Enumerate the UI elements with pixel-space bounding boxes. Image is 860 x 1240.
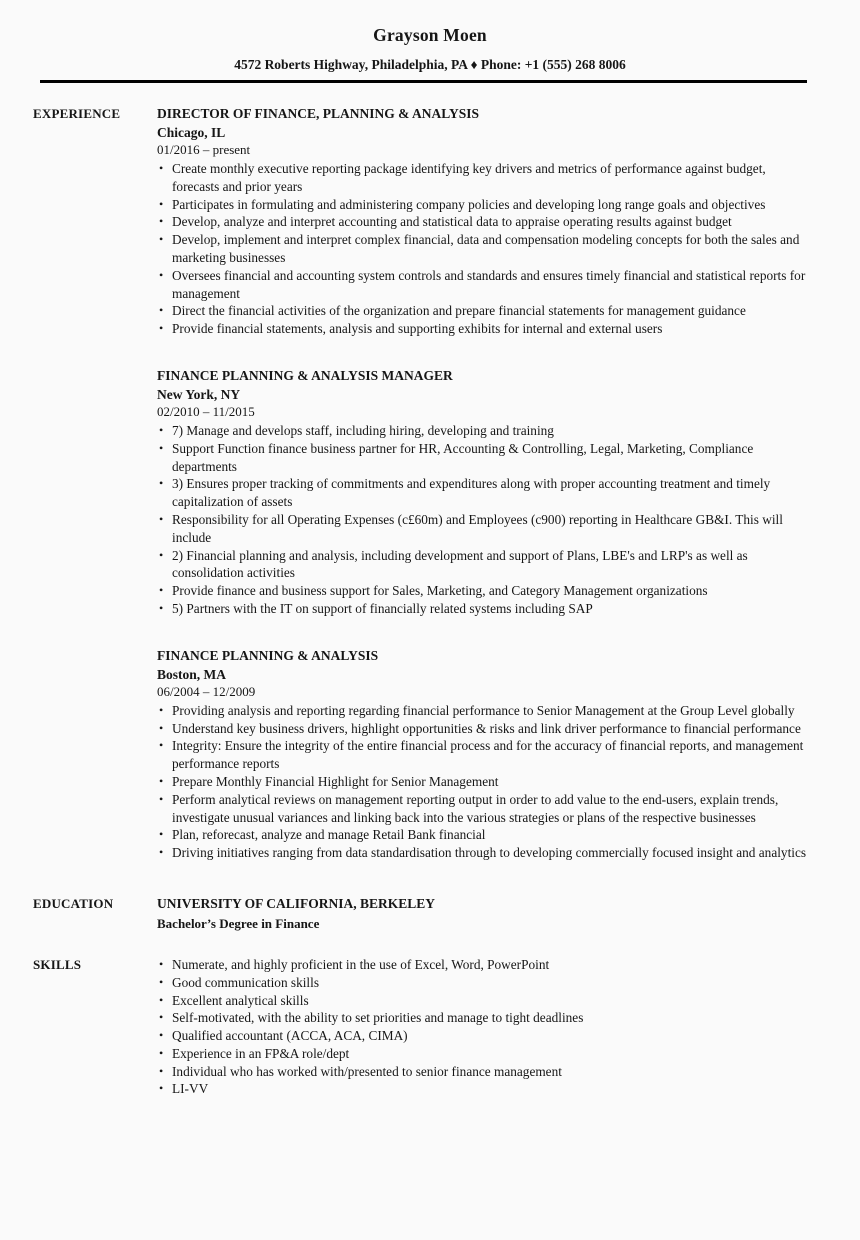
job-dates: 02/2010 – 11/2015	[157, 403, 255, 419]
bullet-item: • 3) Ensures proper tracking of commitments and expenditures along with proper accounting treatment and timely capitalization of assets	[157, 475, 807, 511]
candidate-name: Grayson Moen	[373, 25, 487, 45]
header-divider	[40, 80, 807, 83]
bullet-item: • Provide financial statements, analysis and supporting exhibits for internal and external users	[157, 320, 807, 338]
job-dates: 06/2004 – 12/2009	[157, 683, 256, 699]
bullet-item: • Oversees financial and accounting system controls and standards and ensures timely financial and statistical reports for management	[157, 267, 807, 303]
skill-item: • Experience in an FP&A role/dept	[157, 1045, 807, 1063]
job-entry-1	[157, 105, 807, 338]
education-content	[157, 895, 807, 932]
bullet-item: • Provide finance and business support for Sales, Marketing, and Category Management organizations	[157, 582, 807, 600]
education-section	[0, 895, 860, 932]
bullet-item: • Create monthly executive reporting package identifying key drivers and metrics of performance against budget, forecasts and prior years	[157, 160, 807, 196]
bullet-item: • Participates in formulating and administering company policies and developing long range goals and objectives	[157, 196, 807, 214]
skill-item: • LI-VV	[157, 1080, 807, 1098]
bullet-item: • Understand key business drivers, highlight opportunities & risks and link driver performance to financial performance	[157, 720, 807, 738]
bullet-item: • 7) Manage and develops staff, including hiring, developing and training	[157, 422, 807, 440]
bullet-item: • Integrity: Ensure the integrity of the entire financial process and for the accuracy of financial reports, and management performance reports	[157, 737, 807, 773]
skill-item: • Qualified accountant (ACCA, ACA, CIMA)	[157, 1027, 807, 1045]
job-bullet-list	[157, 702, 807, 862]
bullet-item: • Develop, analyze and interpret accounting and statistical data to appraise operating results against budget	[157, 213, 807, 231]
skill-item: • Excellent analytical skills	[157, 992, 807, 1010]
skill-item: • Good communication skills	[157, 974, 807, 992]
contact-line: 4572 Roberts Highway, Philadelphia, PA ♦ Phone: +1 (555) 268 8006	[234, 57, 626, 72]
job-title: DIRECTOR OF FINANCE, PLANNING & ANALYSIS	[157, 106, 480, 121]
section-label-experience: EXPERIENCE	[33, 106, 121, 121]
job-location: Boston, MA	[157, 666, 227, 682]
job-location: Chicago, IL	[157, 125, 226, 140]
bullet-item: • Responsibility for all Operating Expenses (c£60m) and Employees (c900) reporting in Healthcare GB&I. This will include	[157, 511, 807, 547]
bullet-item: • Direct the financial activities of the organization and prepare financial statements for management guidance	[157, 302, 807, 320]
skill-item: • Numerate, and highly proficient in the use of Excel, Word, PowerPoint	[157, 956, 807, 974]
bullet-item: • Develop, implement and interpret complex financial, data and compensation modeling concepts for both the sales and marketing businesses	[157, 231, 807, 267]
bullet-item: • 5) Partners with the IT on support of financially related systems including SAP	[157, 600, 807, 618]
bullet-item: • 2) Financial planning and analysis, including development and support of Plans, LBE's and LRP's as well as consolidation activities	[157, 547, 807, 583]
job-dates: 01/2016 – present	[157, 142, 251, 157]
school-name: UNIVERSITY OF CALIFORNIA, BERKELEY	[157, 895, 436, 911]
job-location: New York, NY	[157, 386, 241, 402]
bullet-item: • Support Function finance business partner for HR, Accounting & Controlling, Legal, Marketing, Compliance departments	[157, 440, 807, 476]
bullet-item: • Prepare Monthly Financial Highlight for Senior Management	[157, 773, 807, 791]
resume-header	[0, 25, 860, 83]
section-label-education: EDUCATION	[33, 895, 114, 911]
skill-item: • Individual who has worked with/presented to senior finance management	[157, 1063, 807, 1081]
job-entry-2	[157, 367, 807, 618]
job-title: FINANCE PLANNING & ANALYSIS MANAGER	[157, 367, 453, 383]
skills-section	[0, 956, 860, 1098]
job-bullet-list	[157, 160, 807, 338]
experience-section	[0, 105, 860, 862]
section-label-skills: SKILLS	[33, 956, 82, 972]
degree-name: Bachelor’s Degree in Finance	[157, 915, 320, 931]
experience-content	[157, 105, 807, 862]
job-title: FINANCE PLANNING & ANALYSIS	[157, 647, 379, 663]
bullet-item: • Driving initiatives ranging from data standardisation through to developing commercially focused insight and analytics	[157, 844, 807, 862]
bullet-item: • Plan, reforecast, analyze and manage Retail Bank financial	[157, 826, 807, 844]
skills-list	[157, 956, 807, 1098]
bullet-item: • Perform analytical reviews on management reporting output in order to add value to the end-users, explain trends, investigate unusual variances and linking back into the various strategies or plans of the respective businesses	[157, 791, 807, 827]
skill-item: • Self-motivated, with the ability to set priorities and manage to tight deadlines	[157, 1009, 807, 1027]
job-entry-3	[157, 647, 807, 862]
job-bullet-list	[157, 422, 807, 618]
skills-content	[157, 956, 807, 1098]
bullet-item: • Providing analysis and reporting regarding financial performance to Senior Management at the Group Level globally	[157, 702, 807, 720]
